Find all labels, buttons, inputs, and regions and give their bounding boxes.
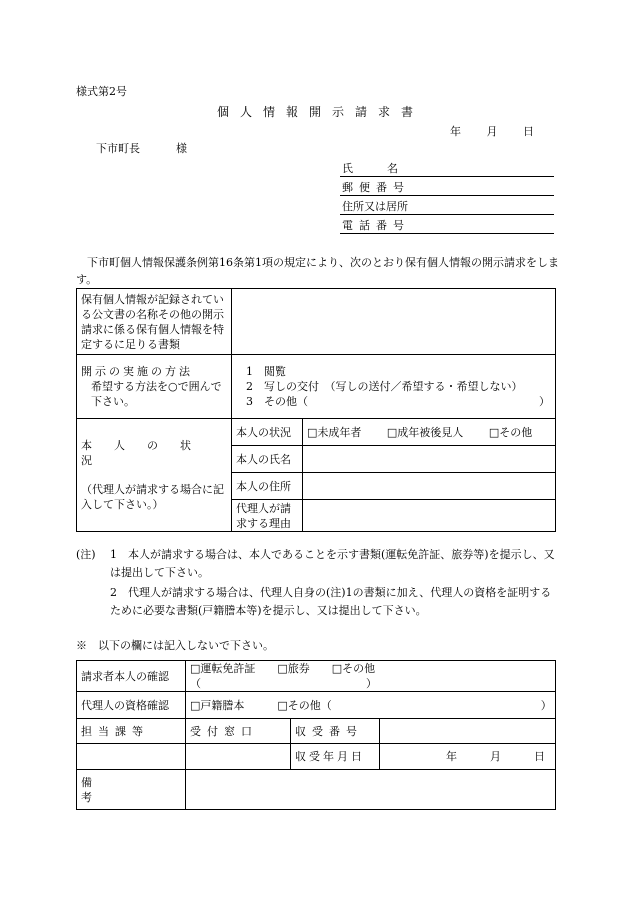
receipt-no-input[interactable]: [380, 719, 556, 744]
principal-address-input[interactable]: [303, 473, 556, 500]
receipt-date-label: 収受年月日: [291, 744, 380, 770]
status-option-guardian[interactable]: □成年被後見人: [386, 425, 464, 439]
name-field[interactable]: [340, 160, 554, 177]
address-field[interactable]: [340, 198, 554, 215]
page-title: 個人情報開示請求書: [217, 105, 425, 119]
note-1: 1 本人が請求する場合は、本人であることを示す書類(運転免許証、旅券等)を提示し、又は提出して下さい。: [110, 548, 555, 579]
method-option-1[interactable]: 1 閲覧: [246, 365, 286, 378]
reception-input[interactable]: [186, 744, 291, 770]
remarks-label: 備考: [77, 770, 186, 810]
status-label: 本人の状況: [81, 439, 213, 467]
method-label: 開示の実施の方法: [81, 365, 193, 378]
principal-name-label: 本人の氏名: [232, 446, 303, 473]
principal-name-input[interactable]: [303, 446, 556, 473]
identity-options[interactable]: □運転免許証 □旅券 □その他（ ）: [186, 661, 556, 692]
phone-field[interactable]: [340, 217, 554, 234]
office-table: [76, 660, 556, 810]
applicant-fields: [340, 160, 554, 236]
date-year: 年: [450, 125, 461, 138]
name-label: 氏名: [342, 162, 432, 175]
postal-code-label: 郵便番号: [342, 181, 410, 194]
agent-reason-label: 代理人が請求する理由: [232, 500, 303, 532]
method-option-2[interactable]: 2 写しの交付 （写しの送付／希望する・希望しない）: [246, 380, 523, 393]
postal-code-field[interactable]: [340, 179, 554, 196]
status-note: （代理人が請求する場合に記入して下さい。）: [81, 483, 224, 511]
method-option-3[interactable]: 3 その他（ ）: [246, 395, 550, 408]
status-option-other[interactable]: □その他: [488, 425, 533, 439]
notes-head: (注): [76, 548, 96, 561]
remarks-input[interactable]: [186, 770, 556, 810]
note-2: 2 代理人が請求する場合は、代理人自身の(注)1の書類に加え、代理人の資格を証明するために必要な書類(戸籍謄本等)を提示し、又は提出して下さい。: [110, 586, 552, 617]
addressee: [96, 143, 187, 154]
receipt-no-label: 収受番号: [291, 719, 380, 744]
request-table: [76, 288, 556, 532]
status-options: [303, 419, 556, 446]
agent-options[interactable]: □戸籍謄本 □その他（ ）: [186, 692, 556, 719]
record-label: 保有個人情報が記録されている公文書の名称その他の開示請求に係る保有個人情報を特定するに足りる書類: [77, 289, 232, 355]
method-options: [232, 355, 556, 419]
reception-label: 受付窓口: [186, 719, 291, 744]
section-input[interactable]: [77, 744, 186, 770]
receipt-date-input[interactable]: 年 月 日: [380, 744, 556, 770]
address-label: 住所又は居所: [342, 200, 408, 213]
intro-text: 下市町個人情報保護条例第16条第1項の規定により、次のとおり保有個人情報の開示請求をします。: [76, 256, 559, 286]
record-input[interactable]: [232, 289, 556, 355]
status-cell: [77, 419, 232, 532]
status-option-minor[interactable]: □未成年者: [307, 425, 362, 439]
identity-check-label: 請求者本人の確認: [77, 661, 186, 692]
form-number: 様式第2号: [76, 85, 127, 98]
agent-check-label: 代理人の資格確認: [77, 692, 186, 719]
caution-text: ※ 以下の欄には記入しないで下さい。: [76, 639, 274, 652]
addressee-name: 下市町長: [96, 142, 140, 155]
status-row-label: 本人の状況: [232, 419, 303, 446]
section-label: 担当課等: [77, 719, 186, 744]
phone-label: 電話番号: [342, 219, 410, 232]
date-day: 日: [523, 125, 534, 138]
request-date: [450, 126, 556, 137]
principal-address-label: 本人の住所: [232, 473, 303, 500]
method-sub: 希望する方法を○で囲んで下さい。: [91, 380, 222, 408]
agent-reason-input[interactable]: [303, 500, 556, 532]
method-cell: [77, 355, 232, 419]
date-month: 月: [486, 125, 498, 138]
honorific: 様: [176, 142, 187, 155]
